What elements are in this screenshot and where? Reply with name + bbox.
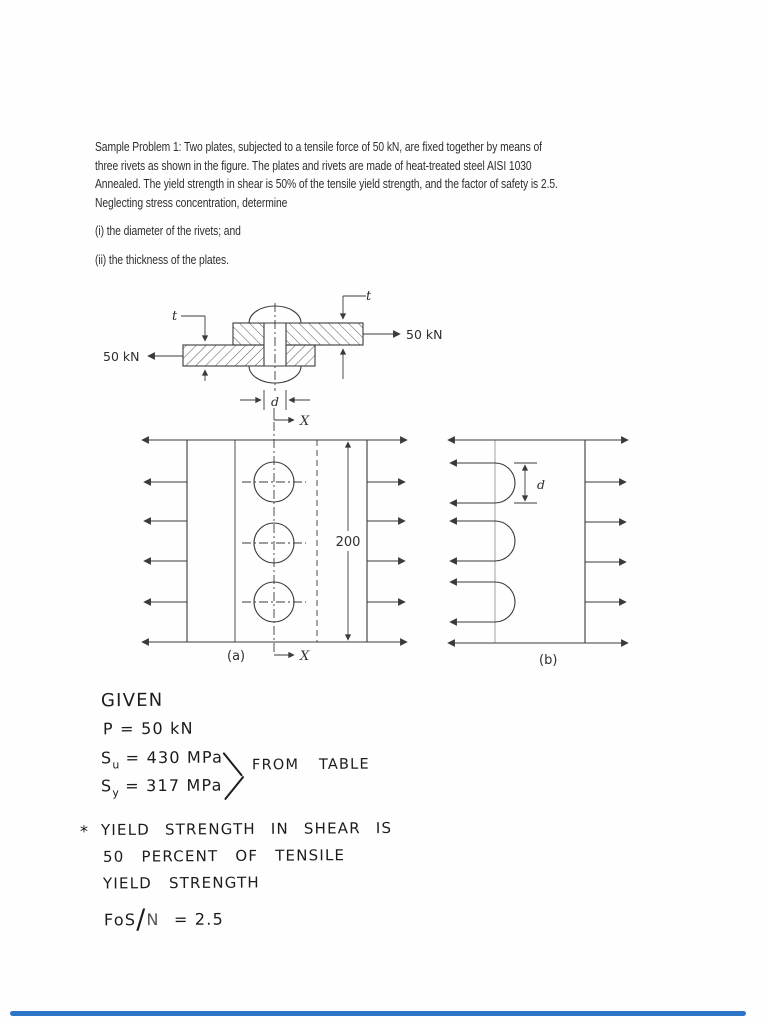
figure-a-plan-view [142,408,407,655]
fos-value: = 2.5 [173,909,224,929]
given-heading: GIVEN [100,689,164,712]
plate-width-dimension: 200 [335,535,361,550]
problem-line-3: Annealed. The yield strength in shear is 50% of the tensile yield strength, and the factor of safety is 2.5. [95,177,558,192]
sy-symbol: S [100,776,113,796]
su-subscript: u [112,758,120,772]
fos-slash: / [136,904,147,936]
question-item-i: (i) the diameter of the rivets; and [95,224,241,238]
force-label-left: 50 kN [103,349,140,364]
figure-a-caption: (a) [227,649,246,664]
section-axis-label-top: X [300,414,310,429]
lap-joint-section [148,296,400,410]
rivet-joint-figure [90,283,710,685]
load-value-line: P = 50 kN [102,718,194,739]
section-axis-label-bottom: X [300,649,310,664]
problem-line-4: Neglecting stress concentration, determine [95,196,288,211]
yield-strength-line [100,775,223,800]
note-bullet-asterisk: * [79,821,90,842]
lower-plate-section [183,345,315,366]
sy-value: = 317 MPa [125,775,223,796]
problem-line-2: three rivets as shown in the figure. The plates and rivets are made of heat-treated steel AISI 1030 [95,158,532,173]
rivet-bearing-2 [495,521,515,561]
from-table-note: FROM TABLE [251,756,370,774]
sy-subscript: y [112,786,119,800]
page-progress-bar [10,1011,746,1016]
figure-b-bearing-view [448,440,628,643]
rivet-bearing-1 [495,463,515,503]
ultimate-strength-line [100,747,224,772]
upper-plate-section [233,323,363,345]
su-value: = 430 MPa [125,747,224,768]
diameter-label-top-figure: d [270,394,280,409]
rivet-bearing-3 [495,582,515,622]
problem-line-1: Sample Problem 1: Two plates, subjected to a tensile force of 50 kN, are fixed together by means of [95,140,542,154]
diameter-label-figure-b: d [537,477,546,492]
force-label-right: 50 kN [406,327,443,342]
fos-n-symbol: N [146,910,160,930]
shear-note-line-1: YIELD STRENGTH IN SHEAR IS [100,818,393,840]
figure-b-caption: (b) [539,653,558,668]
thickness-label-right: t [366,289,372,304]
thickness-label-left: t [172,309,178,324]
shear-note-line-2: 50 PERCENT OF TENSILE [102,846,346,866]
su-symbol: S [100,748,113,768]
shear-note-line-3: YIELD STRENGTH [102,873,260,893]
factor-of-safety-line [103,901,224,936]
question-item-ii: (ii) the thickness of the plates. [95,253,229,267]
fos-label: FoS [103,910,137,930]
